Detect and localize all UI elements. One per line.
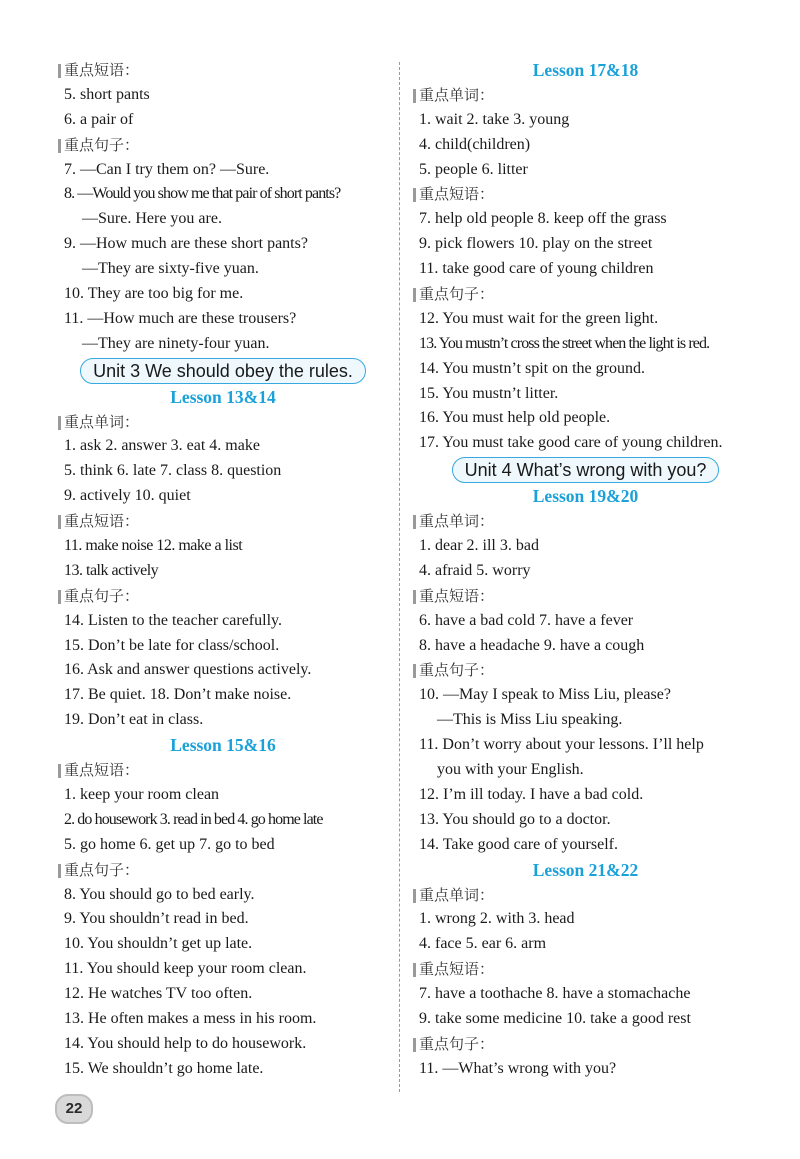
lesson-heading: Lesson 13&14 <box>170 386 276 407</box>
text-line: 13. You should go to a doctor. <box>419 810 611 828</box>
section-label: 重点句子： <box>413 282 758 307</box>
section-label: 重点单词： <box>413 509 758 534</box>
text-line: 16. You must help old people. <box>419 409 611 427</box>
text-line: 14. Listen to the teacher carefully. <box>64 611 282 629</box>
page-number: 22 <box>55 1094 93 1124</box>
text-line: you with your English. <box>437 761 584 779</box>
text-line: 4. child(children) <box>419 135 531 153</box>
text-line: 4. afraid 5. worry <box>419 561 531 579</box>
text-line: 11. You should keep your room clean. <box>64 960 307 978</box>
section-label: 重点短语： <box>58 58 388 83</box>
text-line: 5. short pants <box>64 85 150 103</box>
section-label: 重点短语： <box>58 758 388 783</box>
text-line: 17. You must take good care of young children. <box>419 434 723 452</box>
text-line: 13. He often makes a mess in his room. <box>64 1009 317 1027</box>
text-line: 6. have a bad cold 7. have a fever <box>419 611 634 629</box>
text-line: 10. You shouldn’t get up late. <box>64 935 253 953</box>
text-line: 7. —Can I try them on? —Sure. <box>64 160 270 178</box>
text-line: 9. take some medicine 10. take a good rest <box>419 1009 691 1027</box>
text-line: 1. ask 2. answer 3. eat 4. make <box>64 437 260 455</box>
unit-banner-wrap <box>58 357 388 385</box>
text-line: 11. Don’t worry about your lessons. I’ll help <box>419 736 704 754</box>
section-label: 重点短语： <box>413 957 758 982</box>
text-line: 15. You mustn’t litter. <box>419 384 559 402</box>
text-line: 5. people 6. litter <box>419 160 528 178</box>
section-label: 重点句子： <box>58 133 388 158</box>
unit-banner-wrap <box>413 456 758 484</box>
text-line: 1. keep your room clean <box>64 785 220 803</box>
lesson-heading: Lesson 19&20 <box>532 486 639 507</box>
text-line: 6. a pair of <box>64 110 134 128</box>
section-label: 重点单词： <box>413 83 758 108</box>
text-line: 1. wrong 2. with 3. head <box>419 910 575 928</box>
column-divider <box>399 62 400 1092</box>
section-label: 重点短语： <box>58 509 388 534</box>
section-label: 重点短语： <box>413 584 758 609</box>
text-line: 1. dear 2. ill 3. bad <box>419 537 539 555</box>
text-line: 15. We shouldn’t go home late. <box>64 1059 264 1077</box>
text-line: 8. have a headache 9. have a cough <box>419 636 645 654</box>
text-line: 11. make noise 12. make a list <box>64 537 243 555</box>
text-line: 7. help old people 8. keep off the grass <box>419 210 667 228</box>
text-line: 11. —How much are these trousers? <box>64 309 297 327</box>
text-line: 13. You mustn’t cross the street when the light is red. <box>419 334 710 352</box>
text-line: 2. do housework 3. read in bed 4. go home late <box>64 810 323 828</box>
text-line: 8. You should go to bed early. <box>64 885 255 903</box>
text-line: —They are ninety-four yuan. <box>82 334 270 352</box>
text-line: 10. —May I speak to Miss Liu, please? <box>419 686 671 704</box>
text-line: 12. I’m ill today. I have a bad cold. <box>419 785 644 803</box>
text-line: 5. think 6. late 7. class 8. question <box>64 462 282 480</box>
text-line: 12. You must wait for the green light. <box>419 309 659 327</box>
text-line: 14. You mustn’t spit on the ground. <box>419 359 645 377</box>
right-column <box>413 58 758 1082</box>
text-line: 7. have a toothache 8. have a stomachache <box>419 985 691 1003</box>
text-line: 14. You should help to do housework. <box>64 1034 307 1052</box>
text-line: 16. Ask and answer questions actively. <box>64 661 312 679</box>
lesson-heading: Lesson 15&16 <box>170 735 276 756</box>
text-line: 15. Don’t be late for class/school. <box>64 636 280 654</box>
lesson-heading: Lesson 17&18 <box>532 60 639 80</box>
section-label: 重点句子： <box>413 1032 758 1057</box>
text-line: 19. Don’t eat in class. <box>64 711 204 729</box>
text-line: 11. take good care of young children <box>419 260 654 278</box>
text-line: 13. talk actively <box>64 561 159 579</box>
text-line: 11. —What’s wrong with you? <box>419 1059 617 1077</box>
text-line: 10. They are too big for me. <box>64 285 244 303</box>
text-line: 1. wait 2. take 3. young <box>419 110 570 128</box>
text-line: —This is Miss Liu speaking. <box>437 711 623 729</box>
text-line: 9. pick flowers 10. play on the street <box>419 235 653 253</box>
text-line: 12. He watches TV too often. <box>64 985 253 1003</box>
left-column <box>58 58 388 1082</box>
section-label: 重点单词： <box>413 883 758 908</box>
section-label: 重点短语： <box>413 182 758 207</box>
text-line: 4. face 5. ear 6. arm <box>419 935 547 953</box>
text-line: 8. —Would you show me that pair of short pants? <box>64 185 341 203</box>
text-line: 17. Be quiet. 18. Don’t make noise. <box>64 686 292 704</box>
section-label: 重点句子： <box>413 658 758 683</box>
text-line: 5. go home 6. get up 7. go to bed <box>64 835 275 853</box>
text-line: 9. —How much are these short pants? <box>64 235 308 253</box>
text-line: 9. You shouldn’t read in bed. <box>64 910 249 928</box>
lesson-heading: Lesson 21&22 <box>532 859 639 880</box>
text-line: —They are sixty-five yuan. <box>82 260 259 278</box>
unit-4-banner: Unit 4 What’s wrong with you? <box>452 457 720 483</box>
section-label: 重点句子： <box>58 858 388 883</box>
text-line: 14. Take good care of yourself. <box>419 835 618 853</box>
section-label: 重点句子： <box>58 584 388 609</box>
unit-3-banner: Unit 3 We should obey the rules. <box>80 358 366 384</box>
text-line: —Sure. Here you are. <box>82 210 222 228</box>
section-label: 重点单词： <box>58 410 388 435</box>
text-line: 9. actively 10. quiet <box>64 487 191 505</box>
